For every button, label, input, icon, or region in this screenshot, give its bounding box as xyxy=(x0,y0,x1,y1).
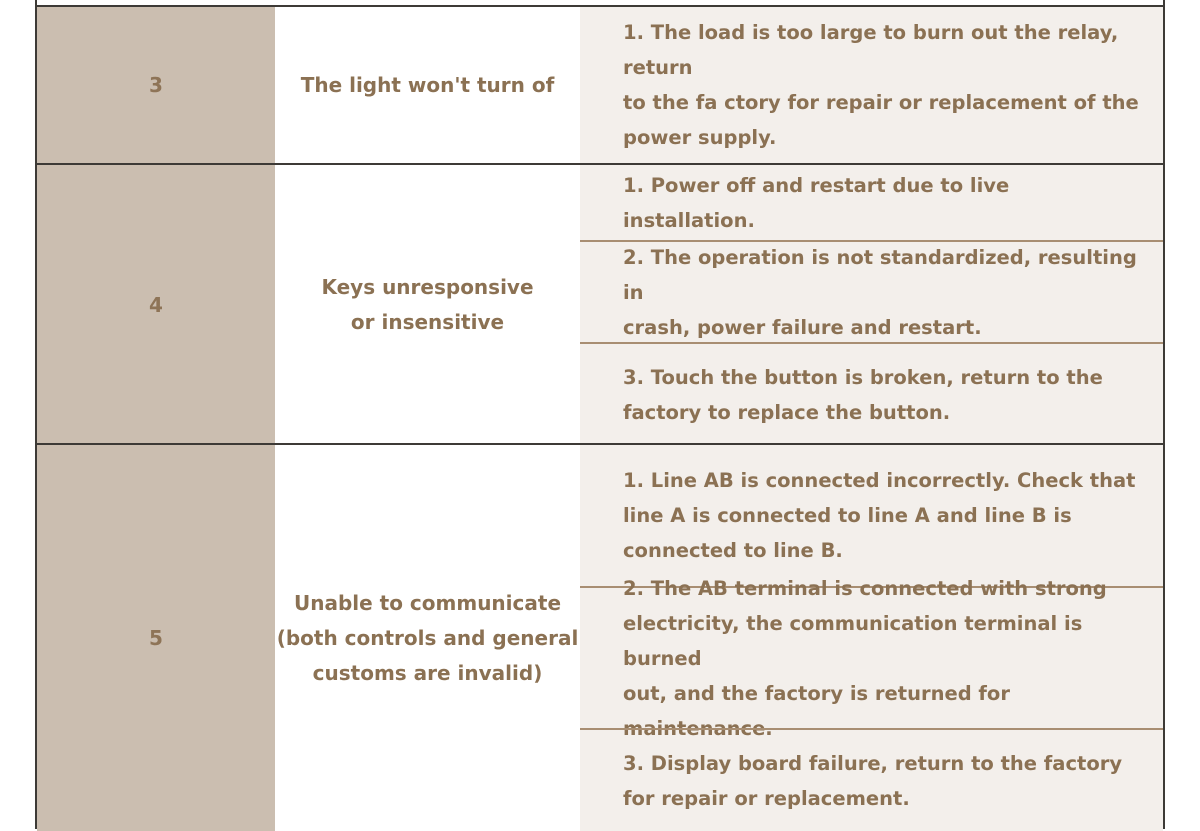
solution-text: 3. Touch the button is broken, return to the factory to replace the button. xyxy=(623,365,1103,424)
troubleshooting-table xyxy=(35,0,1165,829)
solution-column xyxy=(580,165,1163,445)
solution-column xyxy=(580,445,1163,831)
table-row xyxy=(37,443,1163,831)
row-number xyxy=(37,7,275,163)
solution-item xyxy=(580,445,1163,586)
solution-text: 1. Line AB is connected incorrectly. Check that line A is connected to line A and line B is connected to line B. xyxy=(623,469,1136,562)
issue-cell xyxy=(275,445,580,831)
solution-text: 1. The load is too large to burn out the relay, return to the fa ctory for repair or replacement of the power supply. xyxy=(623,21,1139,149)
solution-item xyxy=(580,576,1163,740)
solution-text: 3. Display board failure, return to the factory for repair or replacement. xyxy=(623,751,1123,810)
solution-text: 2. The operation is not standardized, resulting in crash, power failure and restart. xyxy=(623,246,1137,339)
solution-item xyxy=(580,728,1163,831)
solution-item xyxy=(580,165,1163,240)
solution-column xyxy=(580,7,1163,163)
solution-item xyxy=(580,7,1163,163)
row-number xyxy=(37,445,275,831)
solution-text: 2. The AB terminal is connected with strong electricity, the communication terminal is burned out, and the factory is returned for maintenance. xyxy=(623,576,1107,740)
issue-text: Unable to communicate (both controls and general customs are invalid) xyxy=(276,590,579,685)
row-number-text: 5 xyxy=(149,626,163,650)
solution-item xyxy=(580,342,1163,445)
solution-item xyxy=(580,240,1163,343)
row-number-text: 3 xyxy=(149,73,163,97)
issue-text: The light won't turn of xyxy=(300,72,555,97)
table-row xyxy=(37,7,1163,163)
issue-cell xyxy=(275,7,580,163)
issue-cell xyxy=(275,165,580,445)
table-row xyxy=(37,163,1163,445)
solution-text: 1. Power off and restart due to live installation. xyxy=(623,173,1010,232)
row-number xyxy=(37,165,275,445)
row-number-text: 4 xyxy=(149,293,163,317)
issue-text: Keys unresponsive or insensitive xyxy=(321,275,534,334)
